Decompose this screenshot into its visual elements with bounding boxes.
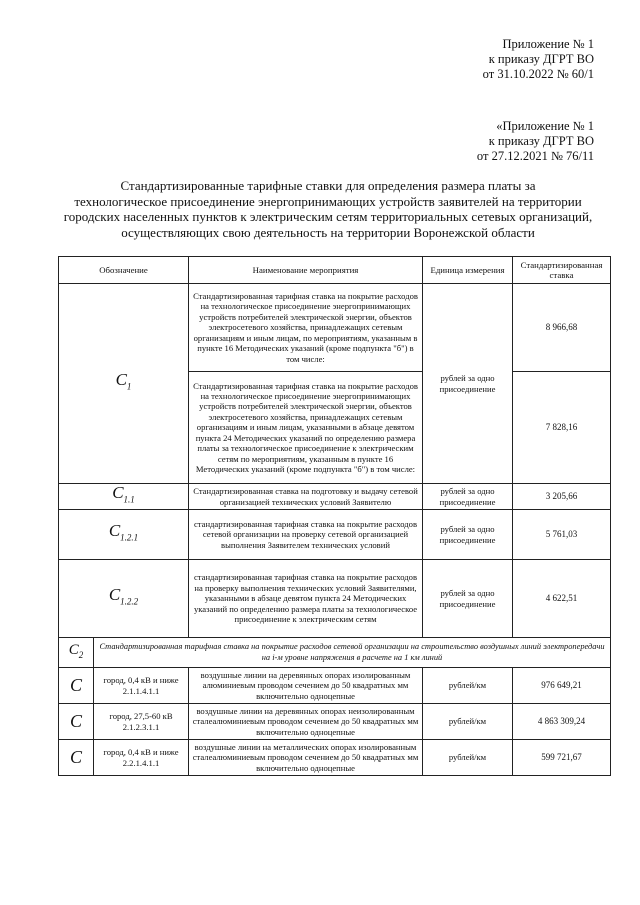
row-code: город, 27,5-60 кВ 2.1.2.3.1.1 (94, 704, 189, 740)
symbol-c: C (59, 668, 94, 704)
symbol-c: C (59, 740, 94, 776)
row-unit: рублей/км (423, 704, 513, 740)
c11-text: Стандартизированная ставка на подготовку и выдачу сетевой организацией технических условий Заявителю (189, 484, 423, 510)
c1-text-b: Стандартизированная тарифная ставка на покрытие расходов на технологическое присоединение энергопринимающих устройств потребителей электрической энергии, объектов электросетевого хозяйства, принадлежащих сетевым организациям и иным лицам, указанными в абзаце девятом пункта 24 Методических указаний по определению размера платы за технологическое присоединение к электрическим сетям по мероприятиям, указанным в пункте 16 Методических указаний (кроме подпункта "б") в том числе: (189, 372, 423, 484)
c11-unit: рублей за одно присоединение (423, 484, 513, 510)
c2-text: Стандартизированная тарифная ставка на покрытие расходов сетевой организации на строительство воздушных линий электропередачи на i-м уровне напряжения в расчете на 1 км линий (94, 638, 611, 668)
row-unit: рублей/км (423, 740, 513, 776)
row-text: воздушные линии на деревянных опорах неизолированным сталеалюминиевым проводом сечением до 50 квадратных мм включительно одноцепные (189, 704, 423, 740)
row-value: 976 649,21 (513, 668, 611, 704)
header-rate: Стандартизированная ставка (513, 257, 611, 284)
row-value: 599 721,67 (513, 740, 611, 776)
header-line: от 27.12.2021 № 76/11 (476, 149, 594, 163)
title-line: технологическое присоединение энергопринимающих устройств заявителей на территории (74, 193, 582, 209)
title-line: городских населенных пунктов к электрическим сетям территориальных сетевых организаций, (63, 209, 593, 224)
symbol-c: C (59, 704, 94, 740)
c1-value-a: 8 966,68 (513, 284, 611, 372)
table-row (59, 638, 611, 668)
rates-table (58, 256, 611, 776)
title-line: Стандартизированные тарифные ставки для определения размера платы за (120, 178, 536, 193)
symbol-c121: $C_{1.2.1}$ (59, 510, 189, 560)
appendix-header (483, 37, 594, 82)
table-row (59, 668, 611, 704)
symbol-c11: $C_{1.1}$ (59, 484, 189, 510)
table-row (59, 510, 611, 560)
c1-unit: рублей за одно присоединение (423, 284, 513, 484)
header-line: «Приложение № 1 (496, 119, 594, 133)
row-text: воздушные линии на деревянных опорах изолированным алюминиевым проводом сечением до 50 квадратных мм включительно одноцепные (189, 668, 423, 704)
table-row (59, 704, 611, 740)
table-row (59, 484, 611, 510)
document-title (48, 178, 608, 240)
row-code: город, 0,4 кВ и ниже 2.2.1.4.1.1 (94, 740, 189, 776)
symbol-c1: $C_1$ (59, 284, 189, 484)
c1-text-a: Стандартизированная тарифная ставка на покрытие расходов на технологическое присоединение энергопринимающих устройств потребителей электрической энергии, объектов электросетевого хозяйства, принадлежащих сетевым организациям и иным лицам, по мероприятиям, указанным в пункте 16 Методических указаний (кроме подпункта "б") в том числе: (189, 284, 423, 372)
symbol-c122: $C_{1.2.2}$ (59, 560, 189, 638)
c121-value: 5 761,03 (513, 510, 611, 560)
header-line: к приказу ДГРТ ВО (488, 134, 594, 148)
c121-text: стандартизированная тарифная ставка на покрытие расходов сетевой организации на проверку сетевой организацией выполнения Заявителем технических условий (189, 510, 423, 560)
appendix-header-old (477, 119, 594, 164)
c122-text: стандартизированная тарифная ставка на покрытие расходов на проверку выполнения технических условий Заявителями, указанными в абзаце девятом пункта 24 Методических указаний по определению размера платы за технологическое присоединение к электрическим сетям (189, 560, 423, 638)
header-designation: Обозначение (59, 257, 189, 284)
title-line: осуществляющих свою деятельность на территории Воронежской области (121, 224, 535, 240)
c121-unit: рублей за одно присоединение (423, 510, 513, 560)
symbol-c2: $C_2$ (59, 638, 94, 668)
row-unit: рублей/км (423, 668, 513, 704)
row-code: город, 0,4 кВ и ниже 2.1.1.4.1.1 (94, 668, 189, 704)
c122-value: 4 622,51 (513, 560, 611, 638)
row-value: 4 863 309,24 (513, 704, 611, 740)
header-line: Приложение № 1 (502, 37, 594, 51)
table-row (59, 284, 611, 372)
header-unit: Единица измерения (423, 257, 513, 284)
row-text: воздушные линии на металлических опорах изолированным сталеалюминиевым проводом сечением до 50 квадратных мм включительно одноцепные (189, 740, 423, 776)
header-line: к приказу ДГРТ ВО (488, 52, 594, 66)
c1-value-b: 7 828,16 (513, 372, 611, 484)
table-row (59, 560, 611, 638)
c122-unit: рублей за одно присоединение (423, 560, 513, 638)
table-header-row (59, 257, 611, 284)
table-row (59, 740, 611, 776)
c11-value: 3 205,66 (513, 484, 611, 510)
header-line: от 31.10.2022 № 60/1 (482, 67, 594, 81)
header-name: Наименование мероприятия (189, 257, 423, 284)
